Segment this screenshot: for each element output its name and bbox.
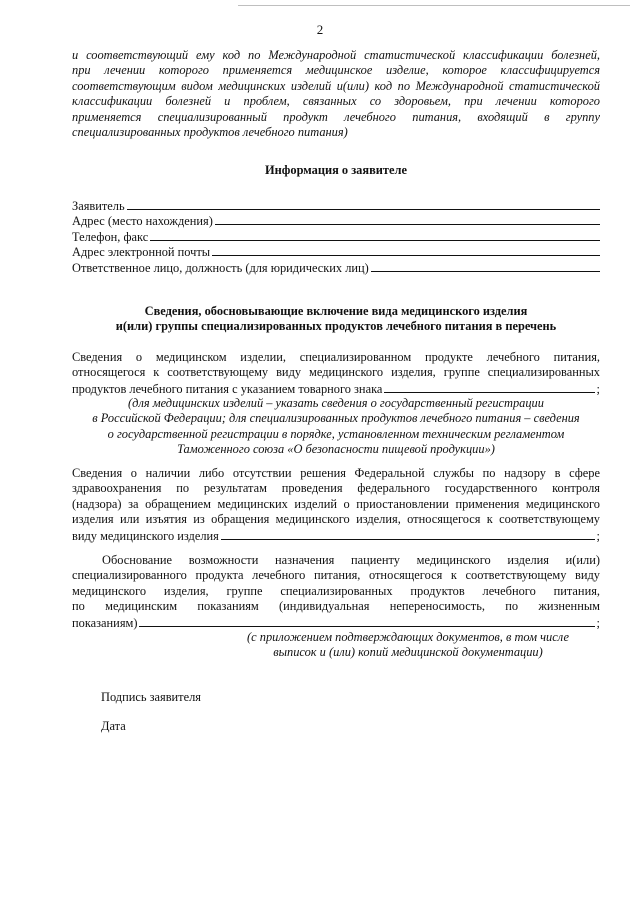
intro-line: и соответствующий ему код по Международной статистической классификации болезней,	[72, 48, 600, 62]
scan-edge-line	[238, 5, 630, 6]
applicant-heading: Информация о заявителе	[265, 163, 407, 177]
decision-line-with-field	[72, 528, 600, 543]
semicolon: ;	[596, 381, 600, 396]
field-label-address: Адрес (место нахождения)	[72, 214, 213, 229]
rationale-paragraph	[72, 553, 600, 630]
semicolon: ;	[596, 615, 600, 630]
intro-line: применяется специализированный продукт лечебного питания, входящий в группу	[72, 109, 600, 124]
field-line-trademark[interactable]	[384, 381, 594, 393]
rationale-line: по медицинским показаниям (индивидуальная непереносимость, по жизненным	[72, 599, 600, 614]
date-label: Дата	[101, 719, 126, 733]
decision-line: Сведения о наличии либо отсутствии решения Федеральной службы по надзору в сфере	[72, 466, 600, 480]
info-note-line: в Российской Федерации; для специализированных продуктов лечебного питания – сведения	[92, 411, 580, 426]
field-label-applicant: Заявитель	[72, 199, 125, 213]
field-line-decision[interactable]	[221, 528, 595, 540]
field-line-email[interactable]	[212, 244, 600, 256]
signature-label: Подпись заявителя	[101, 690, 201, 704]
info-line: относящегося к соответствующему виду медицинского изделия, группе специализированных	[72, 365, 600, 380]
rationale-line: медицинского изделия, группе специализированных продуктов лечебного питания,	[72, 583, 600, 598]
field-label-phone: Телефон, факс	[72, 229, 149, 244]
intro-line: специализированных продуктов лечебного питания)	[72, 125, 348, 140]
rationale-note-line: (с приложением подтверждающих документов, в том числе	[247, 630, 569, 644]
rationale-line: показаниям)	[72, 615, 138, 630]
info-line: продуктов лечебного питания с указанием товарного знака	[72, 381, 383, 396]
decision-line: виду медицинского изделия	[72, 528, 219, 543]
field-line-applicant[interactable]	[127, 198, 600, 210]
intro-paragraph	[72, 48, 600, 140]
rationale-line: Обоснование возможности назначения пациенту медицинского изделия и(или)	[102, 553, 600, 567]
info-note	[72, 396, 600, 458]
info-line-with-field	[72, 381, 600, 396]
rationale-note-line: выписок и (или) копий медицинской документации)	[273, 645, 543, 660]
semicolon: ;	[596, 528, 600, 543]
page-number: 2	[316, 22, 324, 37]
decision-line: изделия или изъятия из обращения медицинского изделия, относящегося к соответствующему	[72, 512, 600, 527]
intro-line: при лечении которого применяется медицинское изделие, которое классифицируется	[72, 63, 600, 78]
justification-heading-line: Сведения, обосновывающие включение вида медицинского изделия	[144, 304, 528, 318]
applicant-field-row	[72, 260, 600, 275]
justification-heading	[72, 304, 600, 335]
decision-line: здравоохранения по результатам проведения федерального государственного контроля	[72, 481, 600, 496]
intro-line: классификации болезней и проблем, связанных со здоровьем, при лечении которого	[72, 94, 600, 109]
applicant-field-row	[72, 198, 600, 213]
applicant-field-row	[72, 229, 600, 244]
decision-paragraph	[72, 466, 600, 543]
rationale-line-with-field	[72, 615, 600, 630]
field-label-responsible: Ответственное лицо, должность (для юридических лиц)	[72, 260, 369, 275]
field-label-email: Адрес электронной почты	[72, 245, 211, 260]
justification-heading-line: и(или) группы специализированных продуктов лечебного питания в перечень	[115, 319, 557, 334]
info-line: Сведения о медицинском изделии, специализированном продукте лечебного питания,	[72, 350, 600, 364]
field-line-responsible[interactable]	[371, 260, 600, 272]
info-paragraph	[72, 350, 600, 396]
decision-line: (надзора) за обращением медицинских изделий о приостановлении применения медицинского	[72, 496, 600, 511]
info-note-line: Таможенного союза «О безопасности пищевой продукции»)	[177, 442, 495, 457]
info-note-line: о государственной регистрации в порядке, установленном техническим регламентом	[107, 426, 565, 441]
applicant-field-row	[72, 244, 600, 259]
intro-line: соответствующим видом медицинских изделий и(или) код по Международной статистической	[72, 78, 600, 93]
info-note-line: (для медицинских изделий – указать сведения о государственный регистрации	[128, 396, 544, 410]
rationale-line: специализированного продукта лечебного питания, относящегося к соответствующему виду	[72, 568, 600, 583]
field-line-address[interactable]	[215, 213, 600, 225]
applicant-fields	[72, 198, 600, 275]
applicant-field-row	[72, 213, 600, 228]
rationale-note	[218, 630, 598, 661]
field-line-phone[interactable]	[150, 229, 600, 241]
field-line-rationale[interactable]	[139, 615, 594, 627]
